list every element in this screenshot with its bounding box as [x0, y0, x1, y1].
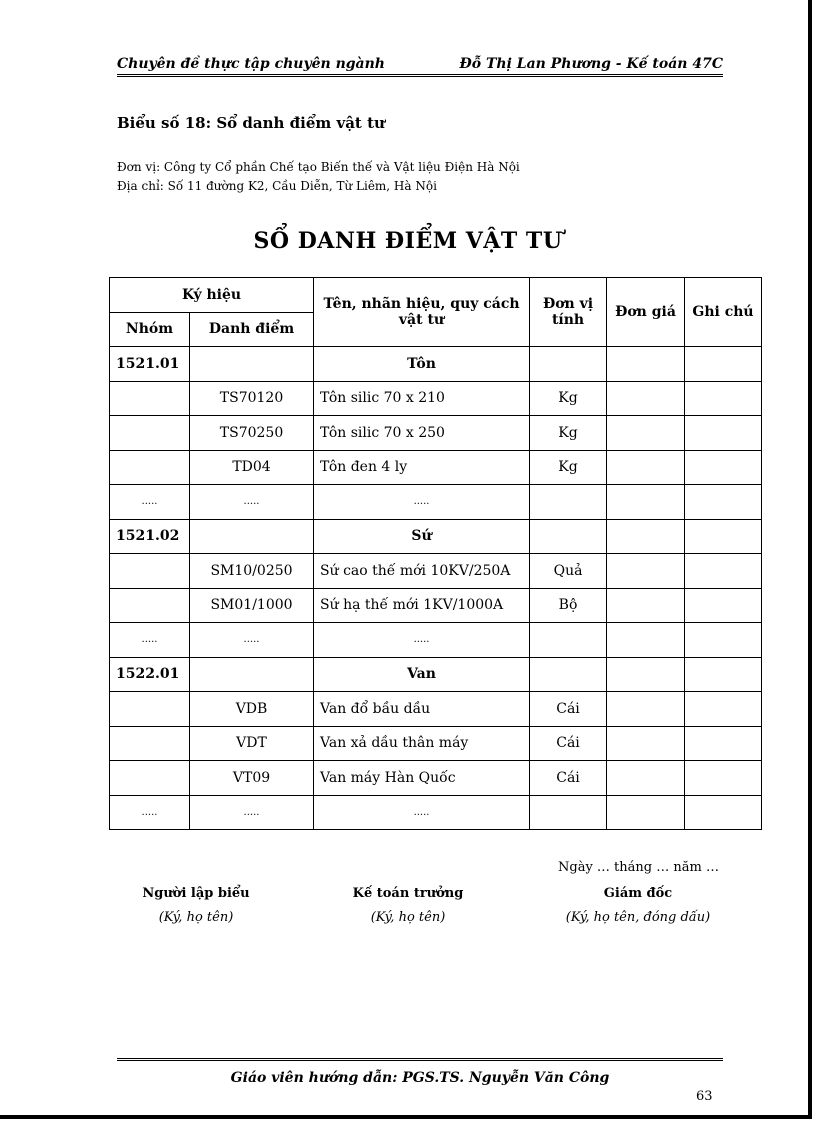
signature-note: (Ký, họ tên, đóng dấu) [565, 910, 711, 925]
cell-note [685, 588, 762, 623]
cell-name: Sứ [314, 519, 530, 554]
cell-group [110, 381, 190, 416]
signature-role: Kế toán trưởng [352, 886, 464, 901]
signature-role: Người lập biểu [142, 886, 250, 901]
cell-unit: Kg [530, 381, 607, 416]
header-name: Tên, nhãn hiệu, quy cách vật tư [314, 278, 530, 347]
footer-divider [117, 1058, 723, 1061]
cell-code: VDT [190, 726, 314, 761]
table-row [110, 450, 762, 485]
cell-name: Tôn silic 70 x 210 [314, 381, 530, 416]
material-catalog-table [109, 277, 762, 830]
table-row [110, 347, 762, 382]
cell-name: Van [314, 657, 530, 692]
cell-group: ..... [110, 795, 190, 830]
cell-unit [530, 485, 607, 520]
cell-name: Sứ hạ thế mới 1KV/1000A [314, 588, 530, 623]
cell-code: ..... [190, 795, 314, 830]
table-row [110, 726, 762, 761]
cell-name: ..... [314, 623, 530, 658]
running-header [117, 56, 723, 77]
page-title: SỔ DANH ĐIỂM VẬT TƯ [253, 228, 563, 254]
cell-group: 1521.01 [110, 347, 190, 382]
cell-group: 1522.01 [110, 657, 190, 692]
cell-note [685, 519, 762, 554]
cell-price [607, 347, 685, 382]
cell-price [607, 450, 685, 485]
cell-unit: Bộ [530, 588, 607, 623]
table-row [110, 381, 762, 416]
cell-note [685, 485, 762, 520]
header-unit: Đơn vị tính [530, 278, 607, 347]
cell-code: VT09 [190, 761, 314, 796]
cell-note [685, 726, 762, 761]
cell-note [685, 657, 762, 692]
cell-note [685, 692, 762, 727]
table-row [110, 588, 762, 623]
cell-group [110, 554, 190, 589]
cell-code: TD04 [190, 450, 314, 485]
cell-price [607, 795, 685, 830]
cell-group [110, 692, 190, 727]
cell-name: ..... [314, 485, 530, 520]
header-left: Chuyên đề thực tập chuyên ngành [117, 56, 385, 72]
cell-name: Van máy Hàn Quốc [314, 761, 530, 796]
cell-group: 1521.02 [110, 519, 190, 554]
table-row [110, 657, 762, 692]
cell-group: ..... [110, 623, 190, 658]
unit-line: Đơn vị: Công ty Cổ phần Chế tạo Biến thế và Vật liệu Điện Hà Nội [117, 160, 520, 174]
header-right: Đỗ Thị Lan Phương - Kế toán 47C [459, 56, 723, 72]
cell-price [607, 726, 685, 761]
header-note: Ghi chú [685, 278, 762, 347]
cell-note [685, 795, 762, 830]
cell-price [607, 761, 685, 796]
cell-unit [530, 347, 607, 382]
cell-unit: Cái [530, 726, 607, 761]
cell-price [607, 554, 685, 589]
signature-director [528, 886, 748, 925]
cell-code: SM01/1000 [190, 588, 314, 623]
cell-code [190, 347, 314, 382]
cell-group [110, 726, 190, 761]
table-row [110, 554, 762, 589]
cell-code: ..... [190, 485, 314, 520]
cell-price [607, 692, 685, 727]
table-row [110, 416, 762, 451]
table-row [110, 519, 762, 554]
cell-price [607, 485, 685, 520]
signature-preparer [86, 886, 306, 925]
cell-name: Tôn silic 70 x 250 [314, 416, 530, 451]
footer-text: Giáo viên hướng dẫn: PGS.TS. Nguyễn Văn Công [230, 1070, 610, 1086]
cell-price [607, 657, 685, 692]
signature-chief-accountant [298, 886, 518, 925]
cell-unit: Quả [530, 554, 607, 589]
form-title: Biểu số 18: Sổ danh điểm vật tư [117, 114, 385, 132]
date-line: Ngày … tháng … năm … [558, 860, 719, 875]
table-row [110, 761, 762, 796]
cell-note [685, 381, 762, 416]
cell-group [110, 416, 190, 451]
cell-unit: Cái [530, 761, 607, 796]
cell-name: Tôn đen 4 ly [314, 450, 530, 485]
page-number: 63 [696, 1089, 713, 1104]
cell-price [607, 588, 685, 623]
cell-note [685, 623, 762, 658]
cell-note [685, 761, 762, 796]
cell-unit [530, 623, 607, 658]
cell-note [685, 416, 762, 451]
cell-note [685, 450, 762, 485]
header-group: Nhóm [110, 312, 190, 347]
cell-note [685, 347, 762, 382]
table-row [110, 692, 762, 727]
cell-code: ..... [190, 623, 314, 658]
header-symbol: Ký hiệu [110, 278, 314, 313]
signature-role: Giám đốc [603, 886, 673, 901]
cell-unit: Cái [530, 692, 607, 727]
cell-code: VDB [190, 692, 314, 727]
table-row [110, 485, 762, 520]
cell-code [190, 519, 314, 554]
cell-price [607, 623, 685, 658]
cell-unit: Kg [530, 416, 607, 451]
table-row [110, 623, 762, 658]
cell-price [607, 519, 685, 554]
cell-note [685, 554, 762, 589]
cell-code: SM10/0250 [190, 554, 314, 589]
table-row [110, 795, 762, 830]
cell-name: Van đổ bầu dầu [314, 692, 530, 727]
cell-unit [530, 657, 607, 692]
cell-group [110, 761, 190, 796]
cell-name: Sứ cao thế mới 10KV/250A [314, 554, 530, 589]
cell-group [110, 450, 190, 485]
cell-price [607, 381, 685, 416]
cell-code [190, 657, 314, 692]
address-line: Địa chỉ: Số 11 đường K2, Cầu Diễn, Từ Liêm, Hà Nội [117, 179, 437, 193]
header-price: Đơn giá [607, 278, 685, 347]
cell-unit [530, 519, 607, 554]
cell-unit [530, 795, 607, 830]
signature-note: (Ký, họ tên) [158, 910, 234, 925]
cell-name: Van xả dầu thân máy [314, 726, 530, 761]
header-code: Danh điểm [190, 312, 314, 347]
cell-code: TS70250 [190, 416, 314, 451]
cell-group [110, 588, 190, 623]
signature-note: (Ký, họ tên) [370, 910, 446, 925]
cell-name: ..... [314, 795, 530, 830]
cell-unit: Kg [530, 450, 607, 485]
cell-group: ..... [110, 485, 190, 520]
cell-price [607, 416, 685, 451]
cell-code: TS70120 [190, 381, 314, 416]
cell-name: Tôn [314, 347, 530, 382]
